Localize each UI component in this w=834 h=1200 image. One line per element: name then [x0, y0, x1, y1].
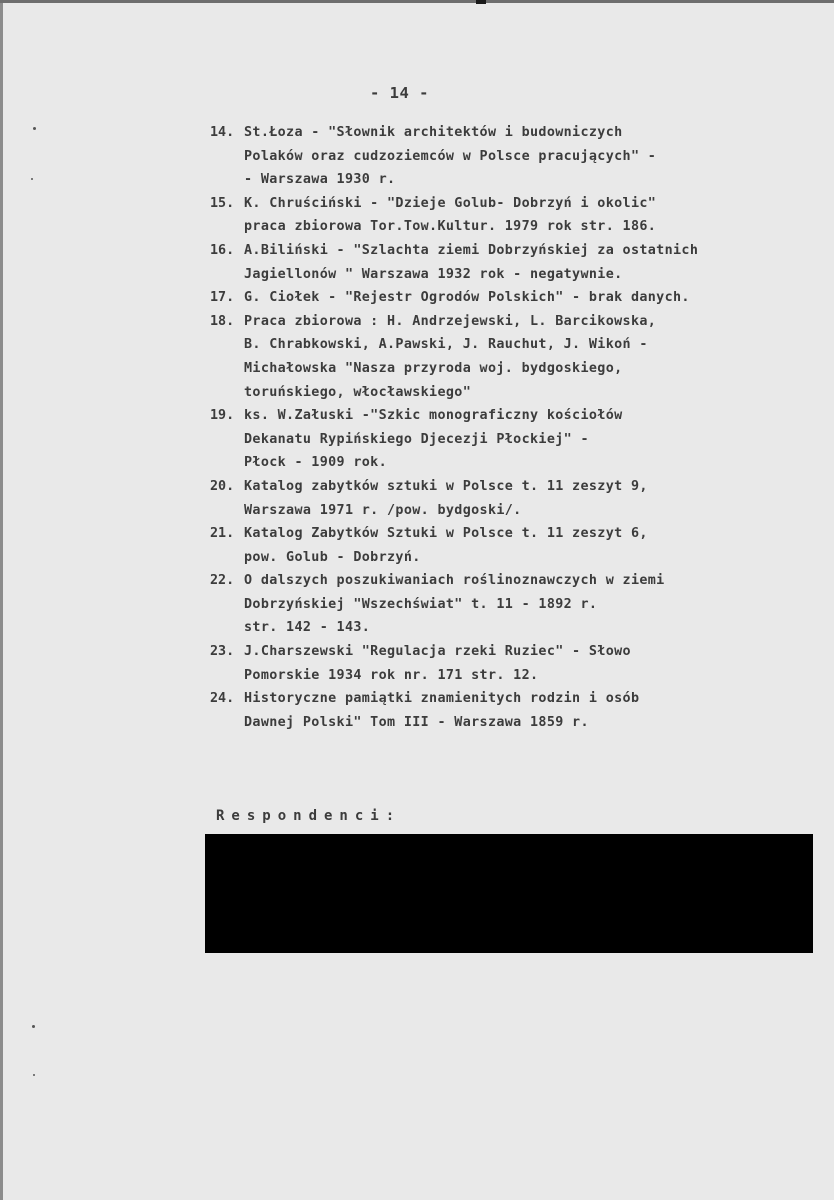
reference-line: Dekanatu Rypińskiego Djecezji Płockiej" - — [244, 431, 589, 447]
reference-item — [210, 286, 820, 310]
reference-item — [210, 310, 820, 404]
reference-line: str. 142 - 143. — [244, 620, 371, 636]
page-number: - 14 - — [370, 84, 429, 102]
reference-number: 24. — [210, 691, 235, 707]
scan-speck — [33, 1074, 35, 1076]
reference-line: ks. W.Załuski -"Szkic monograficzny kościołów — [244, 408, 623, 424]
scan-edge-left — [0, 0, 3, 1200]
reference-item — [210, 475, 820, 522]
reference-line: pow. Golub - Dobrzyń. — [244, 549, 421, 565]
reference-number: 23. — [210, 644, 235, 660]
reference-item — [210, 192, 820, 239]
reference-line: Dawnej Polski" Tom III - Warszawa 1859 r. — [244, 714, 589, 730]
reference-item — [210, 687, 820, 734]
reference-item — [210, 404, 820, 475]
reference-line: O dalszych poszukiwaniach roślinoznawczych w ziemi — [244, 573, 665, 589]
respondents-heading: Respondenci: — [216, 808, 402, 824]
reference-line: Jagiellonów " Warszawa 1932 rok - negatywnie. — [244, 266, 623, 282]
scan-mark — [476, 0, 486, 4]
reference-number: 20. — [210, 478, 235, 494]
reference-line: Płock - 1909 rok. — [244, 455, 388, 471]
reference-line: Dobrzyńskiej "Wszechświat" t. 11 - 1892 r. — [244, 596, 598, 612]
reference-line: Historyczne pamiątki znamienitych rodzin i osób — [244, 691, 640, 707]
reference-line: Katalog zabytków sztuki w Polsce t. 11 zeszyt 9, — [244, 478, 648, 494]
reference-item — [210, 640, 820, 687]
reference-item — [210, 121, 820, 192]
reference-item — [210, 522, 820, 569]
reference-number: 15. — [210, 195, 235, 211]
reference-number: 18. — [210, 313, 235, 329]
reference-line: Katalog Zabytków Sztuki w Polsce t. 11 zeszyt 6, — [244, 526, 648, 542]
scan-speck — [32, 1025, 35, 1028]
reference-number: 17. — [210, 290, 235, 306]
reference-line: - Warszawa 1930 r. — [244, 172, 396, 188]
redaction-block — [205, 834, 813, 953]
scan-speck — [33, 127, 36, 130]
reference-number: 14. — [210, 125, 235, 140]
reference-line: praca zbiorowa Tor.Tow.Kultur. 1979 rok str. 186. — [244, 219, 657, 235]
reference-number: 21. — [210, 526, 235, 542]
scan-speck — [31, 178, 33, 180]
reference-line: G. Ciołek - "Rejestr Ogrodów Polskich" - brak danych. — [244, 290, 690, 306]
reference-line: toruńskiego, włocławskiego" — [244, 384, 472, 400]
reference-line: B. Chrabkowski, A.Pawski, J. Rauchut, J. Wikoń - — [244, 337, 648, 353]
reference-line: Praca zbiorowa : H. Andrzejewski, L. Barcikowska, — [244, 313, 657, 329]
reference-number: 16. — [210, 242, 235, 258]
reference-line: Michałowska "Nasza przyroda woj. bydgoskiego, — [244, 360, 623, 376]
reference-line: J.Charszewski "Regulacja rzeki Ruziec" - Słowo — [244, 644, 631, 660]
reference-line: A.Biliński - "Szlachta ziemi Dobrzyńskiej za ostatnich — [244, 242, 699, 258]
reference-line: Warszawa 1971 r. /pow. bydgoski/. — [244, 502, 522, 518]
reference-line: K. Chruściński - "Dzieje Golub- Dobrzyń i okolic" — [244, 195, 657, 211]
reference-list — [210, 121, 820, 734]
reference-line: Polaków oraz cudzoziemców w Polsce pracujących" - — [244, 148, 657, 164]
reference-item — [210, 239, 820, 286]
reference-number: 22. — [210, 573, 235, 589]
reference-line: Pomorskie 1934 rok nr. 171 str. 12. — [244, 667, 539, 683]
reference-line: St.Łoza - "Słownik architektów i budowniczych — [244, 125, 623, 140]
scan-edge-top — [0, 0, 834, 3]
reference-item — [210, 569, 820, 640]
reference-number: 19. — [210, 408, 235, 424]
